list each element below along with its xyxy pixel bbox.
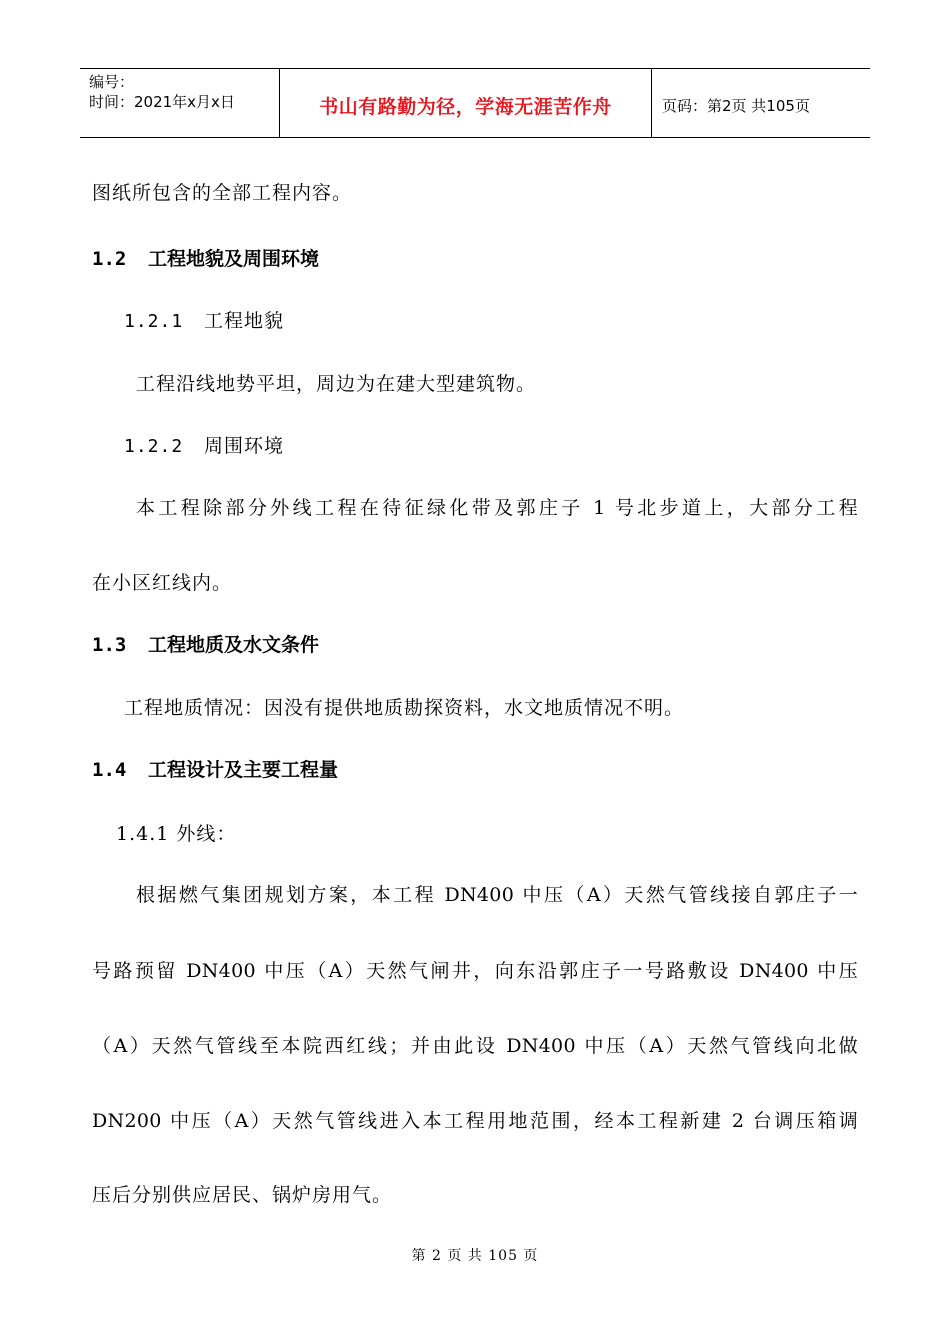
paragraph-line: 本工程除部分外线工程在待征绿化带及郭庄子 1 号北步道上，大部分工程 xyxy=(136,497,858,519)
paragraph-line: 工程地质情况：因没有提供地质勘探资料，水文地质情况不明。 xyxy=(124,697,685,719)
paragraph-line: 根据燃气集团规划方案，本工程 DN400 中压（A）天然气管线接自郭庄子一 xyxy=(136,884,858,906)
section-title: 工程地貌及周围环境 xyxy=(148,248,320,270)
header-motto-cell xyxy=(280,69,652,137)
subsection-title: 工程地貌 xyxy=(204,310,285,332)
section-title: 工程设计及主要工程量 xyxy=(148,759,339,781)
motto: 书山有路勤为径，学海无涯苦作舟 xyxy=(319,95,612,118)
page-info: 页码：第2页 共105页 xyxy=(662,96,810,115)
header-meta xyxy=(80,69,280,137)
page-header xyxy=(80,68,870,138)
subsection-number: 1.2.1 xyxy=(124,311,184,332)
paragraph-line: 在小区红线内。 xyxy=(92,572,233,594)
section-number: 1.3 xyxy=(92,634,127,656)
subsection-heading-1-2-2 xyxy=(124,431,284,458)
paragraph-line: 压后分别供应居民、锅炉房用气。 xyxy=(92,1184,393,1206)
subsection-heading-1-4-1: 1.4.1 外线： xyxy=(116,823,237,845)
section-number: 1.2 xyxy=(92,248,127,270)
paragraph-line: （A）天然气管线至本院西红线；并由此设 DN400 中压（A）天然气管线向北做 xyxy=(92,1035,858,1057)
section-heading-1-3 xyxy=(92,630,319,657)
paragraph-line: DN200 中压（A）天然气管线进入本工程用地范围，经本工程新建 2 台调压箱调 xyxy=(92,1110,858,1132)
subsection-number: 1.2.2 xyxy=(124,436,184,457)
paragraph-line: 图纸所包含的全部工程内容。 xyxy=(92,182,353,204)
page-footer: 第 2 页 共 105 页 xyxy=(411,1248,539,1264)
paragraph-line: 号路预留 DN400 中压（A）天然气闸井，向东沿郭庄子一号路敷设 DN400 中压 xyxy=(92,960,858,982)
number-label: 编号： xyxy=(89,73,135,91)
date-line: 时间：2021年x月x日 xyxy=(89,93,235,111)
subsection-title: 周围环境 xyxy=(204,435,285,457)
section-heading-1-2 xyxy=(92,244,319,271)
subsection-heading-1-2-1 xyxy=(124,306,284,333)
section-number: 1.4 xyxy=(92,759,127,781)
section-heading-1-4 xyxy=(92,755,338,782)
section-title: 工程地质及水文条件 xyxy=(148,634,320,656)
paragraph-line: 工程沿线地势平坦，周边为在建大型建筑物。 xyxy=(136,373,537,395)
header-page-info-cell xyxy=(652,69,870,137)
